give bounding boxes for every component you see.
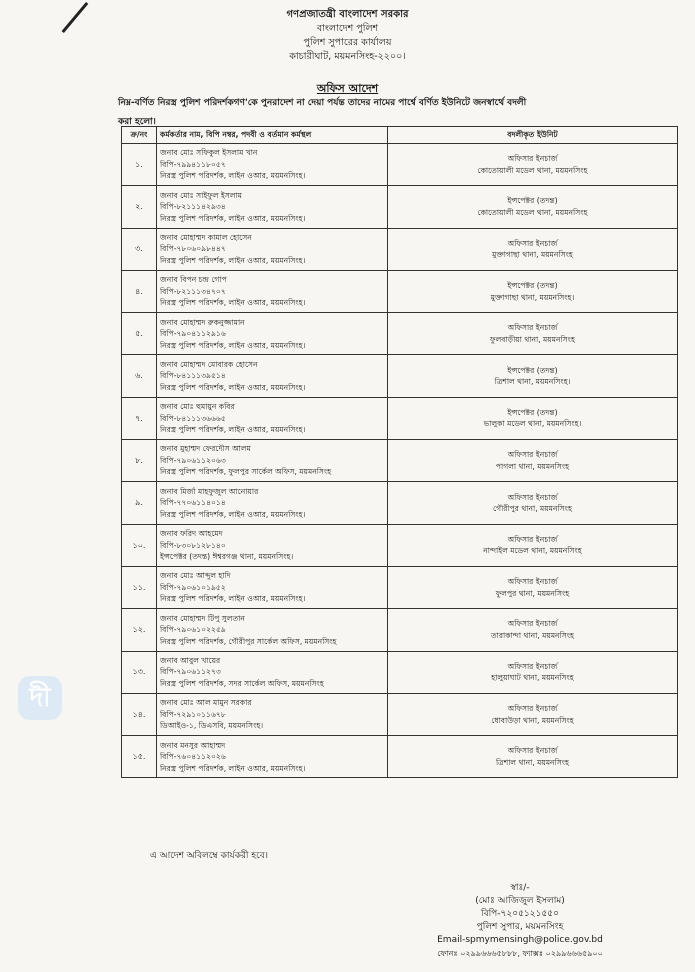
officer-cell xyxy=(157,566,388,608)
officer-cell xyxy=(157,693,388,735)
officer-current-post: নিরস্ত্র পুলিশ পরিদর্শক, লাইন ওআর, ময়মনসিংহ। xyxy=(160,594,306,604)
serial-cell: ১১. xyxy=(122,566,157,608)
table-row xyxy=(122,186,678,228)
officer-bp: বিপি-৭৯০৪১১২৯১৬ xyxy=(160,329,226,339)
officer-name: জনাব মোঃ সাইফুল ইসলাম xyxy=(160,190,242,200)
officer-bp: বিপি-৭৯০৬১০১৯৫২ xyxy=(160,582,226,592)
officer-name: জনাব মোঃ আব্দুল হাদি xyxy=(160,571,231,581)
officer-name: জনাব মোহাম্মদ মোবারক হোসেন xyxy=(160,359,258,369)
officer-cell xyxy=(157,186,388,228)
table-row xyxy=(122,651,678,693)
unit-place: মুক্তাগাছা থানা, ময়মনসিংহ। xyxy=(490,292,575,302)
officer-cell xyxy=(157,524,388,566)
unit-cell xyxy=(388,482,678,524)
officer-current-post: নিরস্ত্র পুলিশ পরিদর্শক, লাইন ওআর, ময়মনসিংহ। xyxy=(160,171,306,181)
officer-bp: বিপি-৮২১১১৪২৯৩৪ xyxy=(160,202,226,212)
officer-current-post: নিরস্ত্র পুলিশ পরিদর্শক, লাইন ওআর, ময়মনসিংহ। xyxy=(160,425,306,435)
header-unit: বদলীকৃত ইউনিট xyxy=(388,127,678,144)
unit-post: অফিসার ইনচার্জ xyxy=(507,450,558,460)
serial-cell: ১০. xyxy=(122,524,157,566)
officer-bp: বিপি-৭৯৯৪১১৮০৫৭ xyxy=(160,159,226,169)
officer-current-post: নিরস্ত্র পুলিশ পরিদর্শক, গৌরীপুর সার্কেল অফিস, ময়মনসিংহ xyxy=(160,636,337,646)
unit-cell xyxy=(388,651,678,693)
table-header-row xyxy=(122,127,678,144)
unit-place: ভালুকা মডেল থানা, ময়মনসিংহ। xyxy=(483,419,582,429)
signed-mark: স্বাঃ/- xyxy=(510,883,530,893)
officer-current-post: নিরস্ত্র পুলিশ পরিদর্শক, লাইন ওআর, ময়মনসিংহ। xyxy=(160,382,306,392)
officer-current-post: ইন্সপেক্টর (তদন্ত) ঈশ্বরগঞ্জ থানা, ময়মনসিংহ। xyxy=(160,552,294,562)
officer-name: জনাব ফরিদ আহমেদ xyxy=(160,529,223,539)
officer-name: জনাব মোঃ হুমায়ুন কবির xyxy=(160,402,235,412)
table-row xyxy=(122,440,678,482)
table-row xyxy=(122,524,678,566)
serial-cell: ৫. xyxy=(122,313,157,355)
serial-cell: ৩. xyxy=(122,228,157,270)
serial-cell: ৯. xyxy=(122,482,157,524)
office-name: পুলিশ সুপারের কার্যালয় xyxy=(303,37,392,48)
officer-name: জনাব মোঃ আল মামুন সরকার xyxy=(160,698,252,708)
serial-cell: ১৩. xyxy=(122,651,157,693)
unit-cell xyxy=(388,736,678,778)
table-row xyxy=(122,482,678,524)
unit-post: অফিসার ইনচার্জ xyxy=(507,492,558,502)
officer-name: জনাব মনসুর আহাম্মদ xyxy=(160,740,226,750)
unit-cell xyxy=(388,693,678,735)
officer-name: জনাব মোঃ সফিকুল ইসলাম খান xyxy=(160,148,258,158)
unit-place: ফুলপুর থানা, ময়মনসিংহ xyxy=(495,588,570,598)
signature-block xyxy=(420,882,620,960)
officer-bp: বিপি-৭৯০৬১১২৭৩ xyxy=(160,667,221,677)
closing-note: এ আদেশ অবিলম্বে কার্যকরী হবে। xyxy=(150,851,268,861)
app-badge-icon: দী xyxy=(18,676,62,720)
table-row xyxy=(122,609,678,651)
serial-cell: ৮. xyxy=(122,440,157,482)
order-intro-continued: করা হলো। xyxy=(118,117,156,127)
unit-place: গৌরীপুর থানা, ময়মনসিংহ xyxy=(493,504,572,514)
table-row xyxy=(122,228,678,270)
unit-place: ত্রিশাল থানা, ময়মনসিংহ। xyxy=(494,377,571,387)
officer-cell xyxy=(157,397,388,439)
officer-name: জনাব বিপন চন্দ্র গোপ xyxy=(160,275,227,285)
officer-cell xyxy=(157,482,388,524)
officer-cell xyxy=(157,609,388,651)
signatory-designation: পুলিশ সুপার, ময়মনসিংহ xyxy=(476,922,564,932)
officer-current-post: নিরস্ত্র পুলিশ পরিদর্শক, ফুলপুর সার্কেল অফিস, ময়মনসিংহ xyxy=(160,467,332,477)
unit-cell xyxy=(388,313,678,355)
officer-bp: বিপি-৭৭০৬১১৪০১৪ xyxy=(160,498,226,508)
unit-place: ত্রিশাল থানা, ময়মনসিংহ xyxy=(495,757,570,767)
table-row xyxy=(122,566,678,608)
table-row xyxy=(122,270,678,312)
unit-cell xyxy=(388,228,678,270)
serial-cell: ১৪. xyxy=(122,693,157,735)
unit-cell xyxy=(388,397,678,439)
serial-cell: ৬. xyxy=(122,355,157,397)
letterhead xyxy=(0,8,695,64)
officer-current-post: নিরস্ত্র পুলিশ পরিদর্শক, লাইন ওআর, ময়মনসিংহ। xyxy=(160,340,306,350)
serial-cell: ১৫. xyxy=(122,736,157,778)
unit-post: অফিসার ইনচার্জ xyxy=(507,746,558,756)
unit-post: অফিসার ইনচার্জ xyxy=(507,323,558,333)
unit-cell xyxy=(388,609,678,651)
government-name: গণপ্রজাতন্ত্রী বাংলাদেশ সরকার xyxy=(286,9,409,20)
unit-cell xyxy=(388,270,678,312)
signatory-email: Email-spmymensingh@police.gov.bd xyxy=(437,935,603,945)
officer-bp: বিপি-৭৮০৬০৯৮৪৪৭ xyxy=(160,244,226,254)
officer-current-post: নিরস্ত্র পুলিশ পরিদর্শক, লাইন ওআর, ময়মনসিংহ। xyxy=(160,255,306,265)
officer-current-post: নিরস্ত্র পুলিশ পরিদর্শক, লাইন ওআর, ময়মনসিংহ। xyxy=(160,213,306,223)
officer-current-post: নিরস্ত্র পুলিশ পরিদর্শক, লাইন ওআর, ময়মনসিংহ। xyxy=(160,763,306,773)
transfer-table xyxy=(121,126,678,778)
unit-cell xyxy=(388,566,678,608)
officer-name: জনাব মোহাম্মদ রুকনুজ্জামান xyxy=(160,317,245,327)
signatory-phone: ফোনঃ ০২৯৯৬৬৬৫৮৮৮, ফ্যাক্সঃ ০২৯৯৬৬৬৫৯০০ xyxy=(437,949,603,958)
officer-current-post: নিরস্ত্র পুলিশ পরিদর্শক, লাইন ওআর, ময়মনসিংহ। xyxy=(160,298,306,308)
officer-current-post: ডিআইও-১, ডিএসবি, ময়মনসিংহ। xyxy=(160,721,264,731)
unit-place: মুক্তাগাছা থানা, ময়মনসিংহ xyxy=(492,250,573,260)
serial-cell: ২. xyxy=(122,186,157,228)
unit-place: নান্দাইল মডেল থানা, ময়মনসিংহ xyxy=(483,546,582,556)
officer-bp: বিপি-৮২১১১৩৪৭০৭ xyxy=(160,286,226,296)
unit-post: অফিসার ইনচার্জ xyxy=(507,619,558,629)
unit-post: ইন্সপেক্টর (তদন্ত) xyxy=(507,365,558,375)
unit-post: অফিসার ইনচার্জ xyxy=(507,704,558,713)
officer-cell xyxy=(157,440,388,482)
unit-post: অফিসার ইনচার্জ xyxy=(507,577,558,587)
table-row xyxy=(122,355,678,397)
serial-cell: ১. xyxy=(122,144,157,186)
officer-current-post: নিরস্ত্র পুলিশ পরিদর্শক, সদর সার্কেল অফিস, ময়মনসিংহ xyxy=(160,678,324,688)
unit-post: ইন্সপেক্টর (তদন্ত) xyxy=(507,196,558,206)
table-row xyxy=(122,693,678,735)
unit-post: অফিসার ইনচার্জ xyxy=(507,661,558,671)
officer-cell xyxy=(157,651,388,693)
order-title: অফিস আদেশ xyxy=(316,82,379,95)
officer-bp: বিপি-৭৯০৬১১২০৬৩ xyxy=(160,455,226,465)
signatory-bp: বিপি-৭২০৫১২১৫৫০ xyxy=(481,909,559,919)
unit-place: পাগলা থানা, ময়মনসিংহ xyxy=(495,461,570,471)
unit-post: ইন্সপেক্টর (তদন্ত) xyxy=(507,281,558,291)
officer-bp: বিপি-৮৪১১১৩৬৬৬৫ xyxy=(160,413,226,423)
officer-bp: বিপি-৮৪১১১৩৯৫১৪ xyxy=(160,371,226,381)
officer-name: জনাব আবুল খায়ের xyxy=(160,655,221,665)
unit-post: অফিসার ইনচার্জ xyxy=(507,154,558,164)
officer-bp: বিপি-৭৬০৪১১২০২৬ xyxy=(160,752,226,762)
unit-cell xyxy=(388,355,678,397)
table-row xyxy=(122,313,678,355)
serial-cell: ৪. xyxy=(122,270,157,312)
officer-cell xyxy=(157,144,388,186)
unit-cell xyxy=(388,440,678,482)
table-row xyxy=(122,144,678,186)
unit-place: ধোবাউড়া থানা, ময়মনসিংহ xyxy=(491,715,574,725)
officer-cell xyxy=(157,736,388,778)
unit-place: কোতোয়ালী মডেল থানা, ময়মনসিংহ xyxy=(477,207,588,217)
office-address: কাচারীঘাট, ময়মনসিংহ-২২০০। xyxy=(289,51,406,62)
officer-name: জনাব মোহাম্মদ কামাল হোসেন xyxy=(160,232,252,242)
serial-cell: ১২. xyxy=(122,609,157,651)
officer-bp: বিপি-৭২৯১০১১৬৭৮ xyxy=(160,709,226,719)
officer-name: জনাব মুহাম্মদ ফেরদৌস আলম xyxy=(160,444,251,454)
officer-current-post: নিরস্ত্র পুলিশ পরিদর্শক, লাইন ওআর, ময়মনসিংহ। xyxy=(160,509,306,519)
table-row xyxy=(122,397,678,439)
unit-post: অফিসার ইনচার্জ xyxy=(507,534,558,544)
unit-place: কোতোয়ালী মডেল থানা, ময়মনসিংহ xyxy=(477,165,588,175)
officer-bp: বিপি-৭৯০৬১০২২৫৯ xyxy=(160,625,226,635)
unit-place: হালুয়াঘাট থানা, ময়মনসিংহ xyxy=(491,673,574,683)
unit-cell xyxy=(388,144,678,186)
signatory-name: (মোঃ আজিজুল ইসলাম) xyxy=(475,896,565,906)
officer-name: জনাব মোহাম্মদ টিপু সুলতান xyxy=(160,613,245,623)
officer-cell xyxy=(157,270,388,312)
department-name: বাংলাদেশ পুলিশ xyxy=(316,23,379,34)
unit-cell xyxy=(388,524,678,566)
officer-cell xyxy=(157,228,388,270)
officer-cell xyxy=(157,355,388,397)
table-row xyxy=(122,736,678,778)
unit-place: তারাকান্দা থানা, ময়মনসিংহ xyxy=(490,630,575,640)
officer-bp: বিপি-৮৩০৮১২৮১৪০ xyxy=(160,540,226,550)
header-officer: কর্মকর্তার নাম, বিপি নম্বর, পদবী ও বর্তমান কর্মস্থল xyxy=(157,127,388,144)
order-intro: নিম্ন-বর্ণিত নিরস্ত্র পুলিশ পরিদর্শকগণ'কে পুনরাদেশ না দেয়া পর্যন্ত তাদের নামের পার্শ্বে বর্ণিত ইউনিটে জনস্বার্থে বদলী xyxy=(118,98,527,108)
unit-post: ইন্সপেক্টর (তদন্ত) xyxy=(507,407,558,417)
officer-name: জনাব মির্জা মাহফুজুল আনোয়ার xyxy=(160,486,259,496)
unit-cell xyxy=(388,186,678,228)
officer-cell xyxy=(157,313,388,355)
serial-cell: ৭. xyxy=(122,397,157,439)
unit-post: অফিসার ইনচার্জ xyxy=(507,238,558,248)
header-serial: ক্র/নং xyxy=(122,127,157,144)
unit-place: ফুলবাড়ীয়া থানা, ময়মনসিংহ xyxy=(490,334,575,344)
